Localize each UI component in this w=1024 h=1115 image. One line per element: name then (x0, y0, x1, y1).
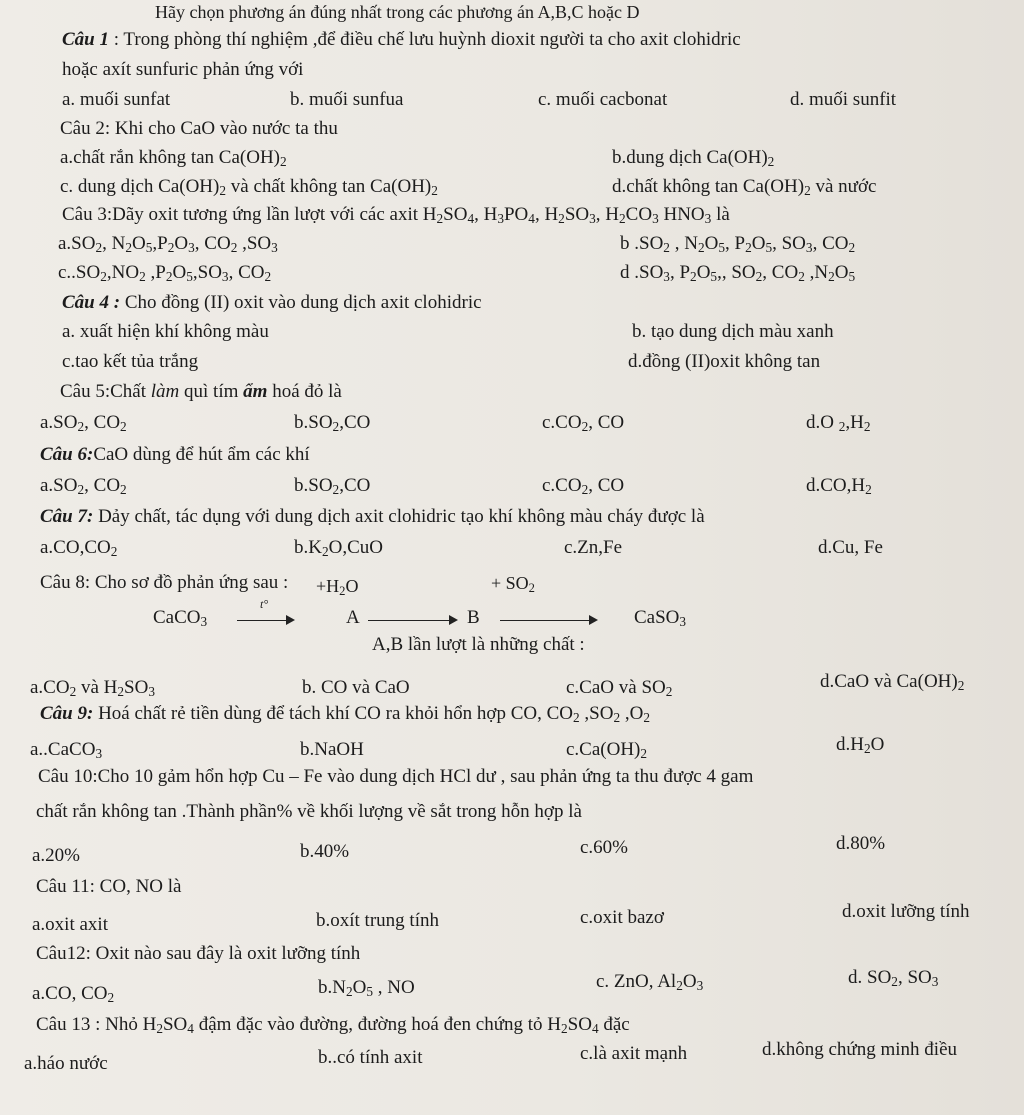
q13-option-b[interactable]: b..có tính axit (318, 1047, 423, 1068)
q12-option-a[interactable]: a.CO, $CO_2$ (32, 983, 115, 1005)
q3-option-c[interactable]: $c..SO_2,NO_2$ $,P_2O_5,SO_3$, $CO_2$ (58, 262, 272, 284)
instructions-header: Hãy chọn phương án đúng nhất trong các phương án A,B,C hoặc D (155, 2, 640, 22)
q8-option-a[interactable]: $a.CO_2$ và $H_2SO_3$ (30, 677, 155, 699)
scheme-a: A (346, 607, 360, 628)
q3-option-d[interactable]: d $.SO_3$, $P_2O_5$,, $SO_2$, $CO_2$ $,N_2O_5$ (620, 262, 856, 284)
q8-option-c[interactable]: c.CaO và $SO_2$ (566, 677, 673, 699)
q13-option-a[interactable]: a.háo nước (24, 1053, 108, 1074)
q11-option-d[interactable]: d.oxit lưỡng tính (842, 901, 970, 922)
question-1-label: Câu 1 (62, 29, 109, 50)
reaction-arrow-heat (237, 620, 293, 621)
q1-option-a[interactable]: a. muối sunfat (62, 89, 171, 110)
q3-option-b[interactable]: b $.SO_2$ , $N_2O_5$, $P_2O_5$, $SO_3$, $CO_2$ (620, 233, 856, 255)
question-10-text-continued: chất rắn không tan .Thành phần% về khối lượng về sắt trong hỗn hợp là (36, 801, 582, 822)
question-4 (62, 291, 482, 315)
q12-option-c[interactable]: c. ZnO, $Al_2O_3$ (596, 971, 704, 993)
q11-option-c[interactable]: c.oxit bazơ (580, 907, 664, 928)
question-13-text: Câu 13 : Nhỏ $H_2SO_4$ đậm đặc vào đường, đường hoá đen chứng tỏ $H_2SO_4$ đặc (36, 1014, 630, 1036)
question-5-text-mid: quì tím (179, 381, 244, 402)
question-8-text: Câu 8: Cho sơ đồ phản ứng sau : (40, 572, 289, 593)
q4-option-a[interactable]: a. xuất hiện khí không màu (62, 321, 269, 342)
question-5-text: Câu 5:Chất (60, 381, 151, 402)
q6-option-a[interactable]: $a.SO_2$, $CO_2$ (40, 475, 127, 497)
q4-option-d[interactable]: d.đồng (II)oxit không tan (628, 351, 821, 372)
q5-option-b[interactable]: $b.SO_2,CO$ (294, 412, 371, 434)
question-11-text: Câu 11: CO, NO là (36, 876, 182, 897)
q2-option-b[interactable]: b.dung dịch $Ca(OH)_2$ (612, 147, 775, 169)
question-2-text: Câu 2: Khi cho CaO vào nước ta thu (60, 118, 338, 139)
q8-option-b[interactable]: b. CO và CaO (302, 677, 410, 698)
question-9 (40, 702, 650, 726)
q1-option-c[interactable]: c. muối cacbonat (538, 89, 668, 110)
q6-option-d[interactable]: $d.CO,H_2$ (806, 475, 872, 497)
q8-option-d[interactable]: d.CaO và $Ca(OH)_2$ (820, 671, 965, 693)
q9-option-a[interactable]: a..CaCO$_3$ (30, 739, 103, 761)
question-9-label: Câu 9: (40, 703, 94, 724)
question-1-text: : Trong phòng thí nghiệm ,để điều chế lưu huỳnh dioxit người ta cho axit clohidric (109, 29, 741, 50)
q6-option-b[interactable]: $b.SO_2,CO$ (294, 475, 371, 497)
scheme-caso3: CaSO$_3$ (634, 607, 687, 629)
question-5 (60, 380, 342, 404)
q5-option-d[interactable]: d.O $_2,H_2$ (806, 412, 871, 434)
q1-option-b[interactable]: b. muối sunfua (290, 89, 404, 110)
heat-label: t° (260, 597, 269, 611)
question-6 (40, 443, 310, 467)
q3-option-a[interactable]: $a.SO_2$, $N_2O_5,P_2O_3$, $CO_2$ $,SO_3$ (58, 233, 278, 255)
q9-option-b[interactable]: b.NaOH (300, 739, 364, 760)
q6-option-c[interactable]: $c.CO_2$, CO (542, 475, 625, 497)
q13-option-c[interactable]: c.là axit mạnh (580, 1043, 688, 1064)
question-12-text: Câu12: Oxit nào sau đây là oxit lưỡng tính (36, 943, 361, 964)
q12-option-b[interactable]: $b.N_2O_5$ , NO (318, 977, 415, 999)
q11-option-a[interactable]: a.oxit axit (32, 914, 108, 935)
q7-option-b[interactable]: $b.K_2O,CuO$ (294, 537, 384, 559)
question-5-text-italic-1: làm (150, 381, 180, 402)
q4-option-b[interactable]: b. tạo dung dịch màu xanh (632, 321, 834, 342)
q12-option-d[interactable]: d. $SO_2$, $SO_3$ (848, 967, 939, 989)
q11-option-b[interactable]: b.oxít trung tính (316, 910, 439, 931)
question-5-text-end: hoá đỏ là (267, 381, 342, 402)
q9-option-c[interactable]: $c.Ca(OH)_2$ (566, 739, 648, 761)
q9-option-d[interactable]: $d.H_2O$ (836, 734, 885, 756)
q2-option-a[interactable]: a.chất rắn không $\tan Ca(OH)_2$ (60, 147, 287, 169)
question-4-label: Câu 4 : (62, 292, 121, 313)
question-3-text: Câu 3:Dãy oxit tương ứng lần lượt với các axit $H_2SO_4$, $H_3PO_4$, $H_2SO_3$, $H_2CO_3$ $HNO_3$ là (62, 204, 730, 226)
question-4-text: Cho đồng (II) oxit vào dung dịch axit clohidric (120, 292, 482, 313)
question-8-prompt: A,B lần lượt là những chất : (372, 634, 585, 655)
question-7-text: Dảy chất, tác dụng với dung dịch axit clohidric tạo khí không màu cháy được là (93, 506, 705, 527)
q10-option-a[interactable]: a.20% (32, 845, 81, 866)
question-9-text: Hoá chất rẻ tiền dùng để tách khí CO ra khỏi hổn hợp CO, $CO_2$ $,SO_2$ $,O_2$ (93, 703, 651, 725)
q7-option-c[interactable]: c.Zn,Fe (564, 537, 623, 558)
q1-option-d[interactable]: d. muối sunfit (790, 89, 897, 110)
q2-option-c[interactable]: c. dung dịch $Ca(OH)_2$ và chất không $\tan Ca(OH)_2$ (60, 176, 438, 198)
q5-option-c[interactable]: $c.CO_2$, CO (542, 412, 625, 434)
q7-option-a[interactable]: $a.CO,CO_2$ (40, 537, 118, 559)
scheme-b: B (467, 607, 480, 628)
question-10-text: Câu 10:Cho 10 gảm hổn hợp Cu – Fe vào dung dịch HCl dư , sau phản ứng ta thu được 4 gam (38, 766, 754, 787)
reagent-so2: + $SO_2$ (491, 573, 535, 595)
reaction-arrow-so2 (500, 620, 596, 621)
question-7 (40, 505, 705, 529)
q10-option-d[interactable]: d.80% (836, 833, 886, 854)
question-1-text-continued: hoặc axít sunfuric phản ứng với (62, 59, 304, 80)
question-6-text: CaO dùng để hút ẩm các khí (93, 444, 310, 465)
question-7-label: Câu 7: (40, 506, 94, 527)
q7-option-d[interactable]: d.Cu, Fe (818, 537, 883, 558)
reagent-h2o: $+H_2O$ (316, 576, 359, 598)
q4-option-c[interactable]: c.tao kết tủa trắng (62, 351, 199, 372)
question-1 (62, 28, 741, 52)
q10-option-c[interactable]: c.60% (580, 837, 629, 858)
scheme-caco3: CaCO$_3$ (153, 607, 208, 629)
q13-option-d[interactable]: d.không chứng minh điều (762, 1039, 958, 1060)
question-6-label: Câu 6: (40, 444, 94, 465)
q10-option-b[interactable]: b.40% (300, 841, 350, 862)
reaction-arrow-water (368, 620, 456, 621)
q5-option-a[interactable]: $a.SO_2$, $CO_2$ (40, 412, 127, 434)
q2-option-d[interactable]: d.chất không $\tan Ca(OH)_2$ và nước (612, 176, 877, 198)
question-5-text-italic-2: ẩm (243, 381, 268, 402)
